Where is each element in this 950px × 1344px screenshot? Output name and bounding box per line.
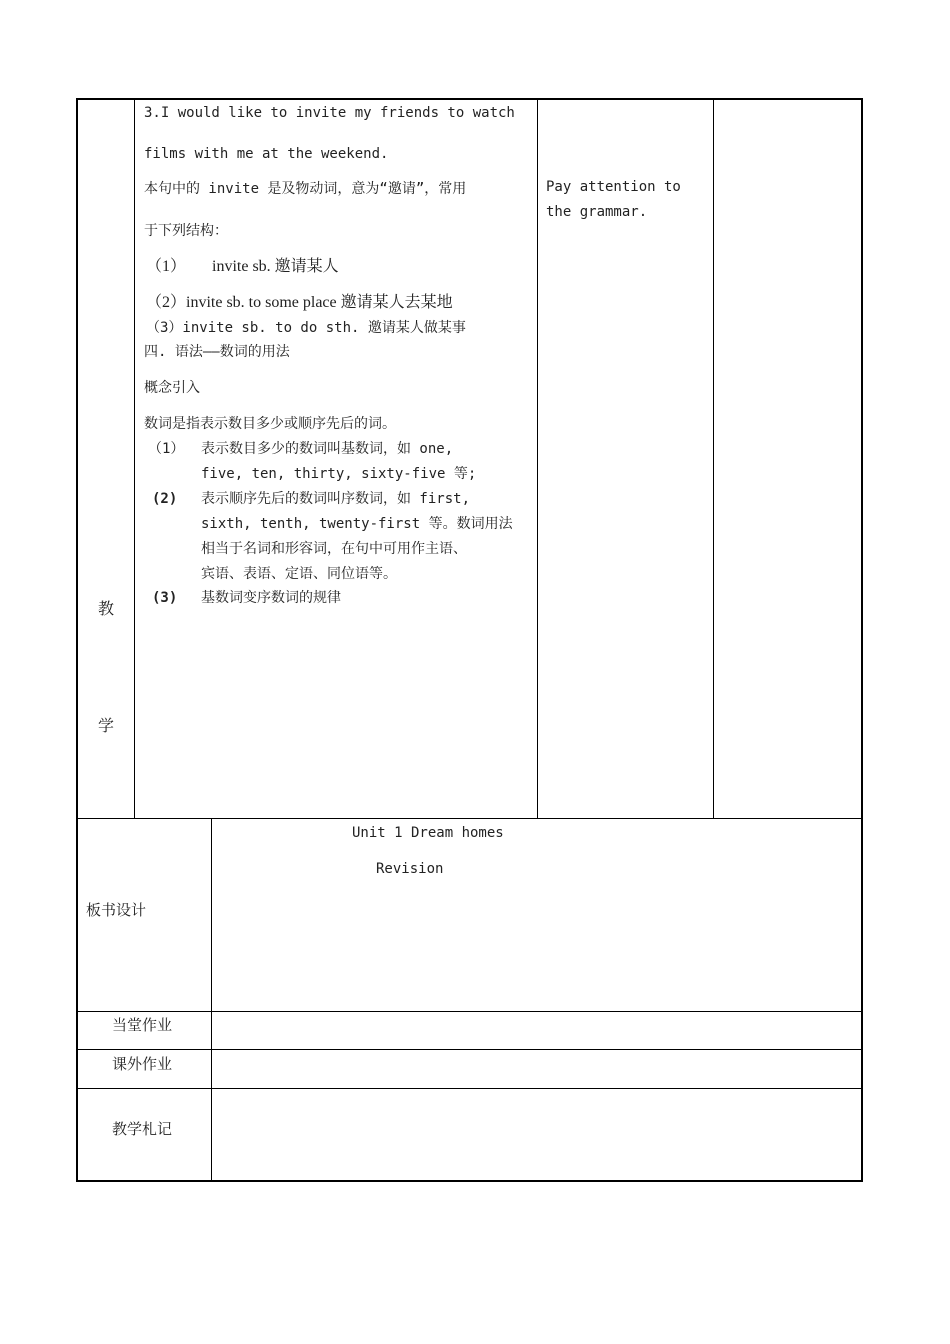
row-divider-homework-in-class: [76, 1011, 863, 1012]
table-border-bottom: [76, 1180, 863, 1182]
side-label-learn: 学: [98, 716, 115, 735]
board-design-label: 板书设计: [86, 901, 147, 919]
row-divider-teaching-notes: [76, 1088, 863, 1089]
note-line-1: Pay attention to: [546, 179, 681, 195]
note-line-2: the grammar.: [546, 204, 648, 220]
content-line-2: films with me at the weekend.: [144, 146, 389, 162]
divider-label-column: [134, 98, 135, 819]
point-2-line-c: 相当于名词和形容词，在句中可用作主语、: [201, 541, 467, 557]
board-title: Unit 1 Dream homes: [352, 825, 504, 841]
table-border-left: [76, 98, 78, 1182]
side-label-teach: 教: [98, 599, 115, 618]
table-border-right: [861, 98, 863, 1182]
structure-2: （2）invite sb. to some place 邀请某人去某地: [146, 294, 453, 311]
point-1-number: （1）: [148, 441, 185, 457]
point-1-line-a: 表示数目多少的数词叫基数词，如 one,: [201, 441, 454, 457]
homework-in-class-label: 当堂作业: [112, 1016, 173, 1034]
structure-1-number: （1）: [146, 258, 187, 275]
structure-3: （3）invite sb. to do sth. 邀请某人做某事: [146, 320, 466, 336]
content-line-3: 本句中的 invite 是及物动词，意为“邀请”，常用: [144, 181, 467, 197]
homework-after-class-label: 课外作业: [112, 1055, 173, 1073]
table-border-top: [76, 98, 863, 100]
divider-notes-column: [537, 98, 538, 819]
point-3-text: 基数词变序数词的规律: [201, 590, 341, 606]
grammar-heading: 四. 语法——数词的用法: [144, 344, 290, 360]
point-2-line-b: sixth, tenth, twenty-first 等。数词用法: [201, 516, 513, 532]
teaching-notes-label: 教学札记: [112, 1120, 173, 1138]
content-line-1: 3.I would like to invite my friends to watch: [144, 105, 515, 121]
row-divider-homework-after-class: [76, 1049, 863, 1050]
point-2-line-a: 表示顺序先后的数词叫序数词，如 first,: [201, 491, 471, 507]
concept-intro: 概念引入: [144, 380, 200, 396]
structure-1-text: invite sb. 邀请某人: [212, 258, 339, 275]
divider-last-column: [713, 98, 714, 819]
numeral-definition: 数词是指表示数目多少或顺序先后的词。: [144, 416, 396, 432]
point-2-number: (2): [152, 491, 178, 507]
divider-lower-label-column: [211, 818, 212, 1182]
point-2-line-d: 宾语、表语、定语、同位语等。: [201, 566, 397, 582]
board-subtitle: Revision: [376, 861, 444, 877]
point-1-line-b: five, ten, thirty, sixty-five 等;: [201, 466, 477, 482]
point-3-number: (3): [152, 590, 178, 606]
content-line-4: 于下列结构：: [144, 223, 228, 239]
row-divider-board: [76, 818, 863, 819]
